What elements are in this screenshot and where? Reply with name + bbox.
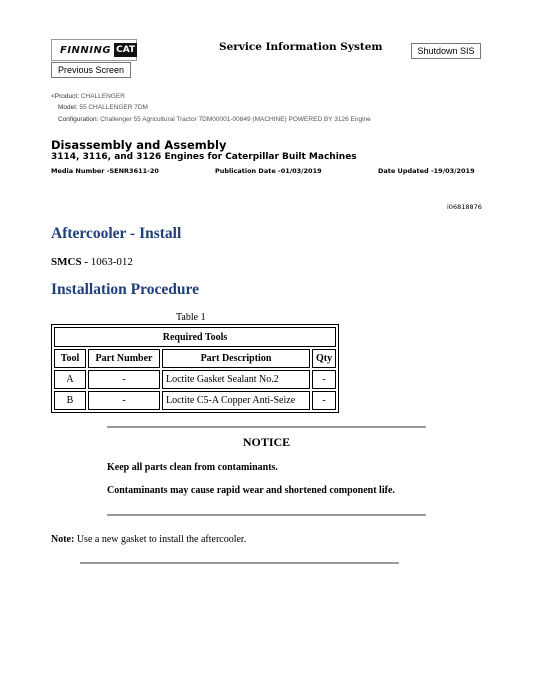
notice-text-1: Keep all parts clean from contaminants. <box>107 462 278 473</box>
document-title: Disassembly and Assembly <box>51 138 227 152</box>
table-caption: Table 1 <box>176 312 206 323</box>
footer-divider <box>80 562 399 564</box>
finning-logo-text: FINNING <box>60 44 112 56</box>
smcs-label: SMCS - <box>51 256 88 268</box>
note-label: Note: <box>51 534 75 545</box>
table-cell: - <box>88 370 160 389</box>
model-value: 55 CHALLENGER 7DM <box>79 104 148 111</box>
note <box>51 534 246 545</box>
section-title: Aftercooler - Install <box>51 225 182 242</box>
product-label: <Product: <box>51 93 80 100</box>
note-text: Use a new gasket to install the aftercooler. <box>76 534 247 545</box>
model-label: Model: <box>58 104 78 111</box>
smcs-value: 1063-012 <box>90 256 133 268</box>
configuration-row <box>58 116 371 123</box>
table-cell: - <box>88 391 160 410</box>
model-row <box>58 104 148 111</box>
cat-logo-badge: CAT <box>116 45 136 55</box>
previous-screen-button[interactable]: Previous Screen <box>51 62 131 78</box>
column-header: Tool <box>54 349 86 368</box>
shutdown-sis-button[interactable]: Shutdown SIS <box>411 43 481 59</box>
document-subtitle: 3114, 3116, and 3126 Engines for Caterpillar Built Machines <box>51 152 357 162</box>
required-tools-table <box>51 324 339 413</box>
illustration-id: i06818876 <box>447 203 482 211</box>
column-header: Part Description <box>162 349 310 368</box>
page-title: Service Information System <box>219 41 383 53</box>
notice-bottom-divider <box>107 514 426 516</box>
column-header: Qty <box>312 349 336 368</box>
date-updated: Date Updated -19/03/2019 <box>378 167 475 175</box>
configuration-label: Configuration: <box>58 116 99 123</box>
notice-top-divider <box>107 426 426 428</box>
configuration-value: Challenger 55 Agricultural Tractor 7DM00001-00849 (MACHINE) POWERED BY 3126 Engine <box>100 116 371 123</box>
procedure-heading: Installation Procedure <box>51 281 199 298</box>
publication-date: Publication Date -01/03/2019 <box>215 167 322 175</box>
table-title: Required Tools <box>54 327 336 347</box>
table-header-row <box>54 349 336 368</box>
smcs-code <box>51 256 133 268</box>
table-cell: - <box>312 391 336 410</box>
finning-cat-logo <box>51 39 137 61</box>
notice-text-2: Contaminants may cause rapid wear and shortened component life. <box>107 485 395 496</box>
table-cell: A <box>54 370 86 389</box>
media-number: Media Number -SENR3611-20 <box>51 167 159 175</box>
table-cell: - <box>312 370 336 389</box>
column-header: Part Number <box>88 349 160 368</box>
table-cell: Loctite Gasket Sealant No.2 <box>162 370 310 389</box>
product-value: CHALLENGER <box>80 93 125 100</box>
notice-title: NOTICE <box>242 435 291 449</box>
table-row <box>54 370 336 389</box>
table-cell: B <box>54 391 86 410</box>
table-cell: Loctite C5-A Copper Anti-Seize <box>162 391 310 410</box>
table-row <box>54 391 336 410</box>
product-row <box>51 93 125 100</box>
